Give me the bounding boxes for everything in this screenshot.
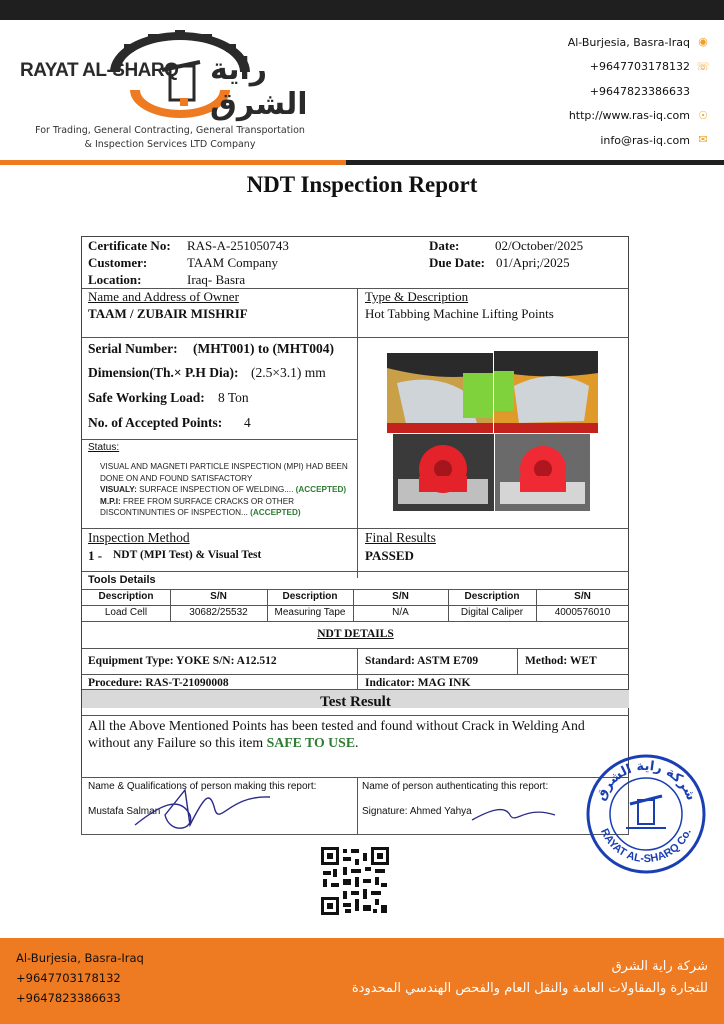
swl-label: Safe Working Load: [88,390,205,405]
divider [82,439,357,440]
certificate-label: Certificate No: [88,238,171,253]
footer-arabic-name: شركة راية الشرق للتجارة والمقاولات العامة والنقل العام والفحص الهندسي المحدودة [351,959,708,996]
divider [82,571,629,572]
location-label: Location: [88,272,142,287]
signature-ahmed [470,800,560,830]
certificate-value: RAS-A-251050743 [187,238,289,253]
serial-value: (MHT001) to (MHT004) [193,341,334,356]
tools-header: S/N [392,591,409,602]
column-divider [357,288,358,578]
due-date-label: Due Date: [429,255,485,270]
test-result-label: Test Result [320,694,391,710]
divider [82,605,629,606]
tools-header: Description [98,591,154,602]
method-value: NDT (MPI Test) & Visual Test [113,549,262,561]
status-text: VISUAL AND MAGNETI PARTICLE INSPECTION (MPI) HAD BEEN DONE ON AND FOUND SATISFACTORY VISUALY: SURFACE INSPECTION OF WELDING.... (ACCEPTED) M.P.I: FREE FROM SURFACE CRACKS OR OTHER DISCONTINUNTIES OF INSPECTION... (ACCEPTED) [100,462,348,517]
contact-phone-2: +9647823386633 [589,84,690,98]
method-number: 1 - [88,548,103,563]
contact-website: http://www.ras-iq.com ☉ [510,104,710,129]
method-wet: Method: WET [525,655,597,667]
location-value: Iraq- Basra [187,272,246,287]
final-results-label: Final Results [365,530,436,545]
qr-code-icon [321,847,389,915]
owner-value: TAAM / ZUBAIR MISHRIF [88,306,248,321]
svg-text:RAYAT AL-SHARQ Co. [598,827,694,865]
sig-right-label: Name of person authenticating this report: [362,781,549,792]
divider [82,528,629,529]
logo-text-arabic: راية الشرق [210,52,308,122]
equipment-type: Equipment Type: YOKE S/N: A12.512 [88,655,277,667]
report-title: NDT Inspection Report [246,172,478,197]
type-label: Type & Description [365,289,469,304]
tools-label: Tools Details [88,574,156,586]
signature-mustafa [130,785,310,835]
tools-header: S/N [574,591,591,602]
divider [82,589,629,590]
tools-cell: Digital Caliper [460,607,524,618]
stamp-bottom-text: RAYAT AL-SHARQ Co. [598,826,694,866]
inspection-photo-3 [393,434,494,511]
sig-right-name: Signature: Ahmed Yahya [362,806,472,817]
serial-label: Serial Number: [88,341,178,356]
company-logo [20,26,330,122]
status-label: Status: [88,442,120,453]
tools-header: Description [464,591,520,602]
inspection-photo-2 [494,351,598,433]
tools-cell: N/A [392,607,409,618]
tools-cell: Measuring Tape [274,607,346,618]
accepted-label: No. of Accepted Points: [88,415,223,430]
svg-text:شركة راية الشرق [593,759,698,803]
location-pin-icon: ◉ [698,35,708,49]
inspection-photo-1 [387,353,493,433]
tools-cell: 4000576010 [554,607,611,618]
sig-left-label: Name & Qualifications of person making this report: [88,781,317,792]
divider [82,337,629,338]
company-tagline: For Trading, General Contracting, General Transportation & Inspection Services LTD Company [35,125,305,150]
envelope-icon: ✉ [698,133,708,147]
dimension-value: (2.5×3.1) mm [251,365,326,380]
tools-header: S/N [210,591,227,602]
top-bar [0,0,724,20]
globe-icon: ☉ [698,108,708,122]
contact-phone-1: +9647703178132 ☏ [589,59,710,74]
company-stamp-icon [582,752,710,876]
owner-label: Name and Address of Owner [88,289,239,304]
contact-info [510,30,710,153]
test-result-line1: All the Above Mentioned Points has been tested and found without Crack in Welding And [88,718,585,733]
swl-value: 8 Ton [218,390,249,405]
due-date-value: 01/Apri;/2025 [496,255,570,270]
tools-cell: Load Cell [104,607,148,618]
stamp-top-text: شركة راية الشرق [593,758,699,803]
phone-icon: ☏ [696,59,710,73]
accepted-value: 4 [244,415,251,430]
standard: Standard: ASTM E709 [365,655,479,667]
sig-left-name: Mustafa Salman [88,806,161,817]
date-label: Date: [429,238,460,253]
final-results-value: PASSED [365,548,414,563]
logo-text-english: RAYAT AL-SHARQ [20,60,179,81]
footer-contact: Al-Burjesia, Basra-Iraq +9647703178132 +9647823386633 [16,951,144,1005]
contact-email: info@ras-iq.com ✉ [510,128,710,153]
indicator: Indicator: MAG INK [365,677,471,689]
type-value: Hot Tabbing Machine Lifting Points [365,306,554,321]
footer-band [0,938,724,1024]
tools-header: Description [282,591,338,602]
test-result-line2: without any Failure so this item SAFE TO USE. [88,735,359,750]
divider [82,621,629,622]
dimension-label: Dimension(Th.× P.H Dia): [88,365,239,380]
ndt-details-label: NDT DETAILS [317,628,394,640]
header-band-black [346,160,724,165]
safe-to-use-text: SAFE TO USE [266,735,356,750]
contact-address: Al-Burjesia, Basra-Iraq ◉ [510,30,710,55]
header-band-orange [0,160,346,165]
divider [82,648,629,649]
customer-label: Customer: [88,255,148,270]
inspection-photo-4 [495,434,590,511]
tools-cell: 30682/25532 [189,607,248,618]
customer-value: TAAM Company [187,255,279,270]
procedure: Procedure: RAS-T-21090008 [88,677,229,689]
date-value: 02/October/2025 [495,238,584,253]
divider [82,674,629,675]
method-label: Inspection Method [88,530,190,545]
